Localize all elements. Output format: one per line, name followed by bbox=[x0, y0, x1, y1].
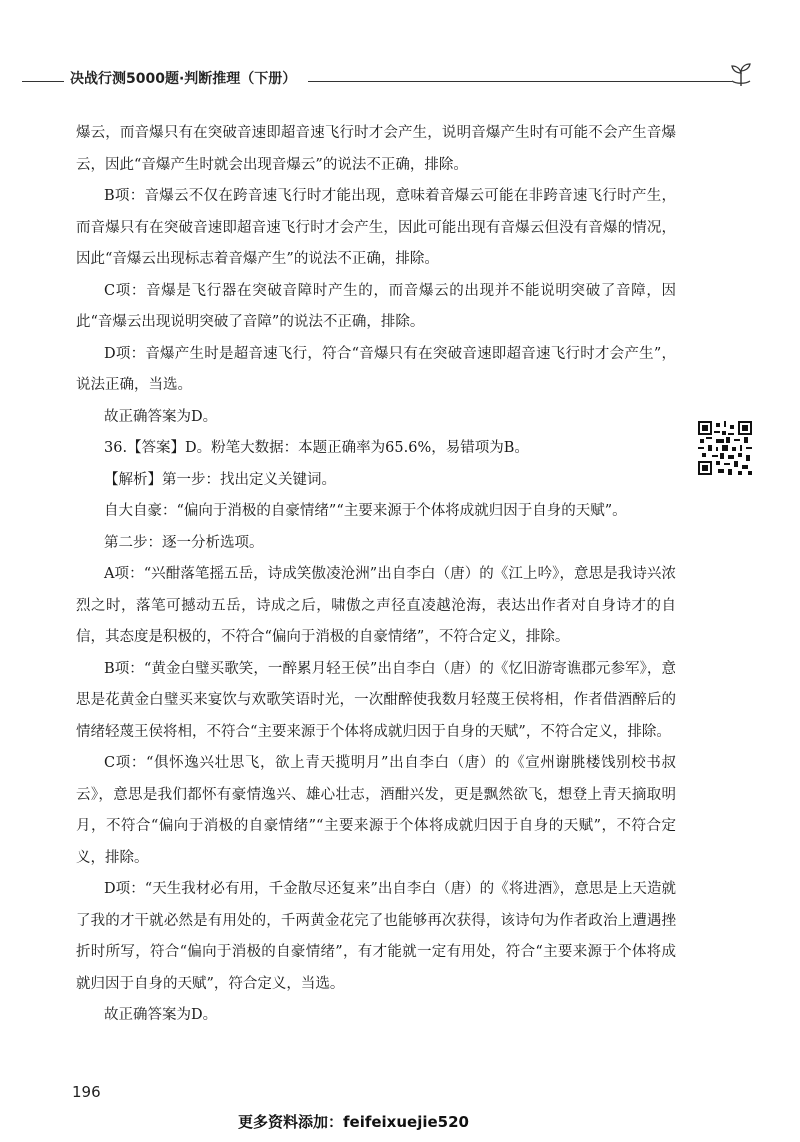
qr-code-icon[interactable] bbox=[698, 421, 752, 475]
paragraph-option-c-2: C项：“俱怀逸兴壮思飞，欲上青天揽明月”出自李白（唐）的《宣州谢朓楼饯别校书叔云》，意思是我们都怀有豪情逸兴、雄心壮志，酒酣兴发，更是飘然欲飞，想登上青天摘取明月，不符合“偏向于消极的自豪情绪”“主要来源于个体将成就归因于自身的天赋”，不符合定义，排除。 bbox=[76, 755, 676, 866]
paragraph-conclusion-2: 故正确答案为D。 bbox=[104, 1007, 218, 1023]
footer-watermark-note: 更多资料添加：feifeixuejie520 bbox=[238, 1113, 469, 1131]
answer-explanation-body bbox=[76, 118, 676, 1032]
paragraph-option-d: D项：音爆产生时是超音速飞行，符合“音爆只有在突破音速即超音速飞行时才会产生”，说法正确，当选。 bbox=[76, 345, 676, 393]
paragraph-option-b: B项：音爆云不仅在跨音速飞行时才能出现，意味着音爆云可能在非跨音速飞行时产生，而音爆只有在突破音速即超音速飞行时才会产生，因此可能出现有音爆云但没有音爆的情况，因此“音爆云出现标志着音爆产生”的说法不正确，排除。 bbox=[76, 188, 676, 267]
header-rule-left bbox=[22, 81, 64, 82]
paragraph-analysis-step1: 【解析】第一步：找出定义关键词。 bbox=[104, 471, 336, 488]
paragraph-option-c: C项：音爆是飞行器在突破音障时产生的，而音爆云的出现并不能说明突破了音障，因此“音爆云出现说明突破了音障”的说法不正确，排除。 bbox=[76, 282, 676, 330]
running-header bbox=[0, 62, 800, 92]
paragraph-continuation: 爆云，而音爆只有在突破音速即超音速飞行时才会产生，说明音爆产生时有可能不会产生音爆云，因此“音爆产生时就会出现音爆云”的说法不正确，排除。 bbox=[76, 125, 676, 173]
paragraph-answer-36: 36.【答案】D。粉笔大数据：本题正确率为65.6%，易错项为B。 bbox=[104, 440, 529, 456]
paragraph-conclusion: 故正确答案为D。 bbox=[104, 408, 218, 425]
paragraph-option-a: A项：“兴酣落笔摇五岳，诗成笑傲凌沧洲”出自李白（唐）的《江上吟》，意思是我诗兴浓烈之时，落笔可撼动五岳，诗成之后，啸傲之声径直凌越沧海，表达出作者对自身诗才的自信，其态度是积极的，不符合“偏向于消极的自豪情绪”，不符合定义，排除。 bbox=[76, 566, 676, 645]
paragraph-option-d-2: D项：“天生我材必有用，千金散尽还复来”出自李白（唐）的《将进酒》，意思是上天造就了我的才干就必然是有用处的，千两黄金花完了也能够再次获得，该诗句为作者政治上遭遇挫折时所写，符合“偏向于消极的自豪情绪”，有才能就一定有用处，符合“主要来源于个体将成就归因于自身的天赋”，符合定义，当选。 bbox=[76, 881, 676, 992]
header-rule-right bbox=[308, 81, 732, 82]
paragraph-analysis-step2: 第二步：逐一分析选项。 bbox=[104, 534, 264, 551]
page-number: 196 bbox=[72, 1083, 101, 1101]
paragraph-definition: 自大自豪：“偏向于消极的自豪情绪”“主要来源于个体将成就归因于自身的天赋”。 bbox=[104, 503, 627, 519]
paragraph-option-b-2: B项：“黄金白璧买歌笑，一醉累月轻王侯”出自李白（唐）的《忆旧游寄谯郡元参军》，意思是花黄金白璧买来宴饮与欢歌笑语时光，一次酣醉使我数月轻蔑王侯将相，作者借酒醉后的情绪轻蔑王侯将相，不符合“主要来源于个体将成就归因于自身的天赋”，不符合定义，排除。 bbox=[76, 660, 676, 740]
sprout-icon bbox=[728, 62, 754, 88]
book-title: 决战行测5000题·判断推理（下册） bbox=[70, 71, 297, 87]
